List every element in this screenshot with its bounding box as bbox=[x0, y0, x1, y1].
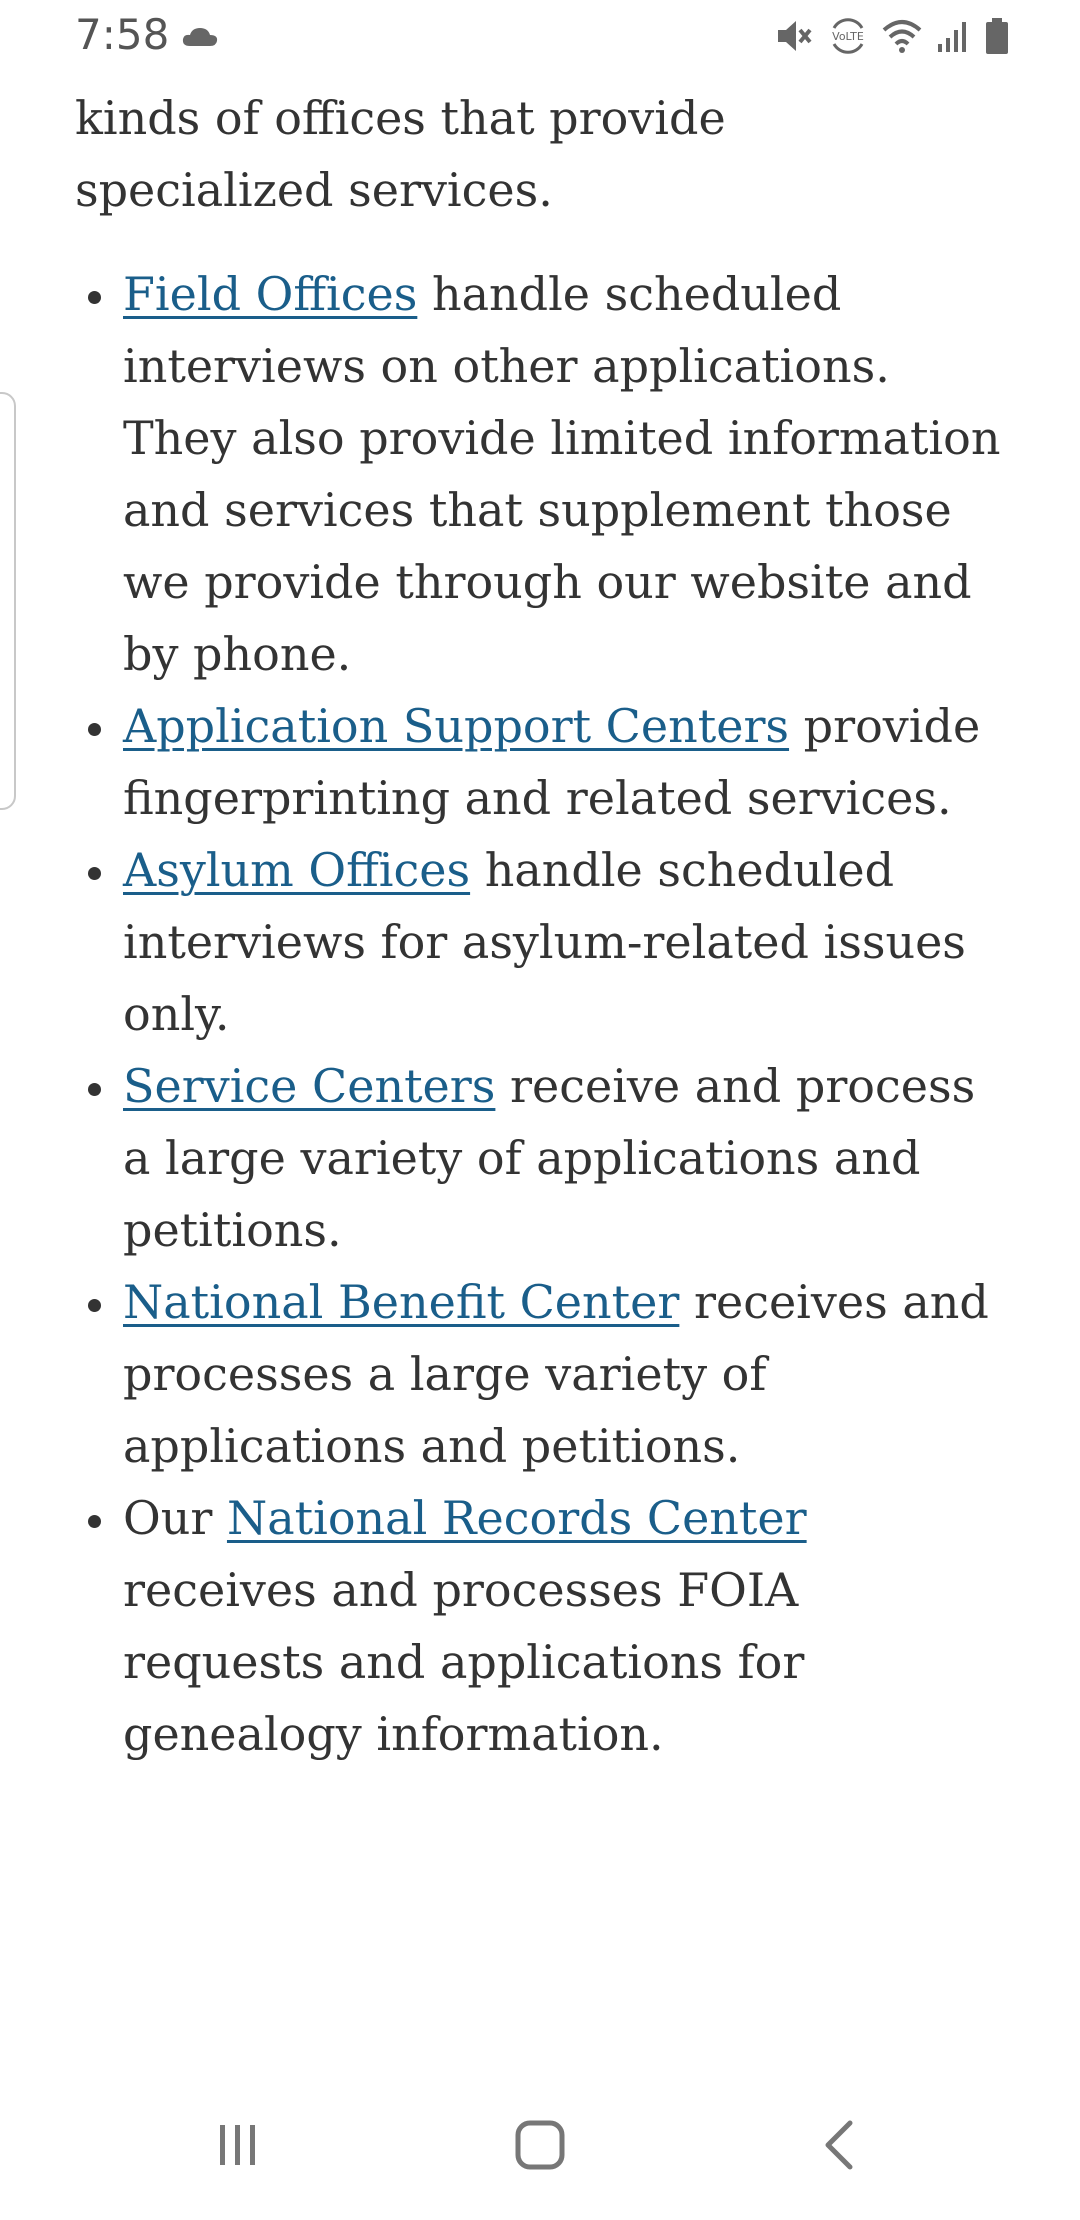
service-centers-link[interactable]: Service Centers bbox=[123, 1059, 496, 1113]
field-offices-link[interactable]: Field Offices bbox=[123, 267, 418, 321]
item-description: handle scheduled interviews for asylum-related issues only. bbox=[123, 843, 966, 1041]
cloud-icon bbox=[180, 26, 220, 48]
item-description: receives and processes FOIA requests and applications for genealogy information. bbox=[123, 1563, 805, 1761]
home-icon bbox=[510, 2115, 570, 2175]
item-description: receive and process a large variety of applications and petitions. bbox=[123, 1059, 976, 1257]
list-item-national-records-center bbox=[123, 1482, 1003, 1770]
item-description: provide fingerprinting and related services. bbox=[123, 699, 981, 825]
list-item-application-support-centers bbox=[123, 690, 1003, 834]
svg-text:VoLTE: VoLTE bbox=[832, 30, 864, 43]
back-button[interactable] bbox=[800, 2110, 880, 2180]
status-bar bbox=[0, 0, 1080, 74]
battery-icon bbox=[984, 16, 1010, 56]
item-prefix: Our bbox=[123, 1491, 227, 1545]
national-records-center-link[interactable]: National Records Center bbox=[226, 1491, 807, 1545]
item-description: handle scheduled interviews on other applications. They also provide limited information and services that supplement those we provide through our website and by phone. bbox=[123, 267, 1001, 681]
intro-text: kinds of offices that provide specialized services. bbox=[75, 91, 726, 217]
mute-icon bbox=[774, 16, 814, 56]
national-benefit-center-link[interactable]: National Benefit Center bbox=[123, 1275, 680, 1329]
home-button[interactable] bbox=[500, 2110, 580, 2180]
wifi-icon bbox=[882, 18, 922, 54]
volte-icon bbox=[828, 16, 868, 56]
application-support-centers-link[interactable]: Application Support Centers bbox=[123, 699, 790, 753]
recents-icon bbox=[208, 2115, 268, 2175]
item-description: receives and processes a large variety of applications and petitions. bbox=[123, 1275, 989, 1473]
list-item-asylum-offices bbox=[123, 834, 1003, 1050]
status-time: 7:58 bbox=[75, 10, 170, 59]
back-icon bbox=[810, 2115, 870, 2175]
list-item-national-benefit-center bbox=[123, 1266, 1003, 1482]
recents-button[interactable] bbox=[198, 2110, 278, 2180]
list-item-field-offices bbox=[123, 258, 1003, 690]
navigation-bar bbox=[0, 2070, 1080, 2220]
asylum-offices-link[interactable]: Asylum Offices bbox=[123, 843, 471, 897]
list-item-service-centers bbox=[123, 1050, 1003, 1266]
scroll-handle[interactable] bbox=[0, 392, 16, 810]
status-icons bbox=[774, 14, 1010, 58]
signal-icon bbox=[936, 18, 970, 54]
office-list bbox=[75, 258, 1003, 1770]
